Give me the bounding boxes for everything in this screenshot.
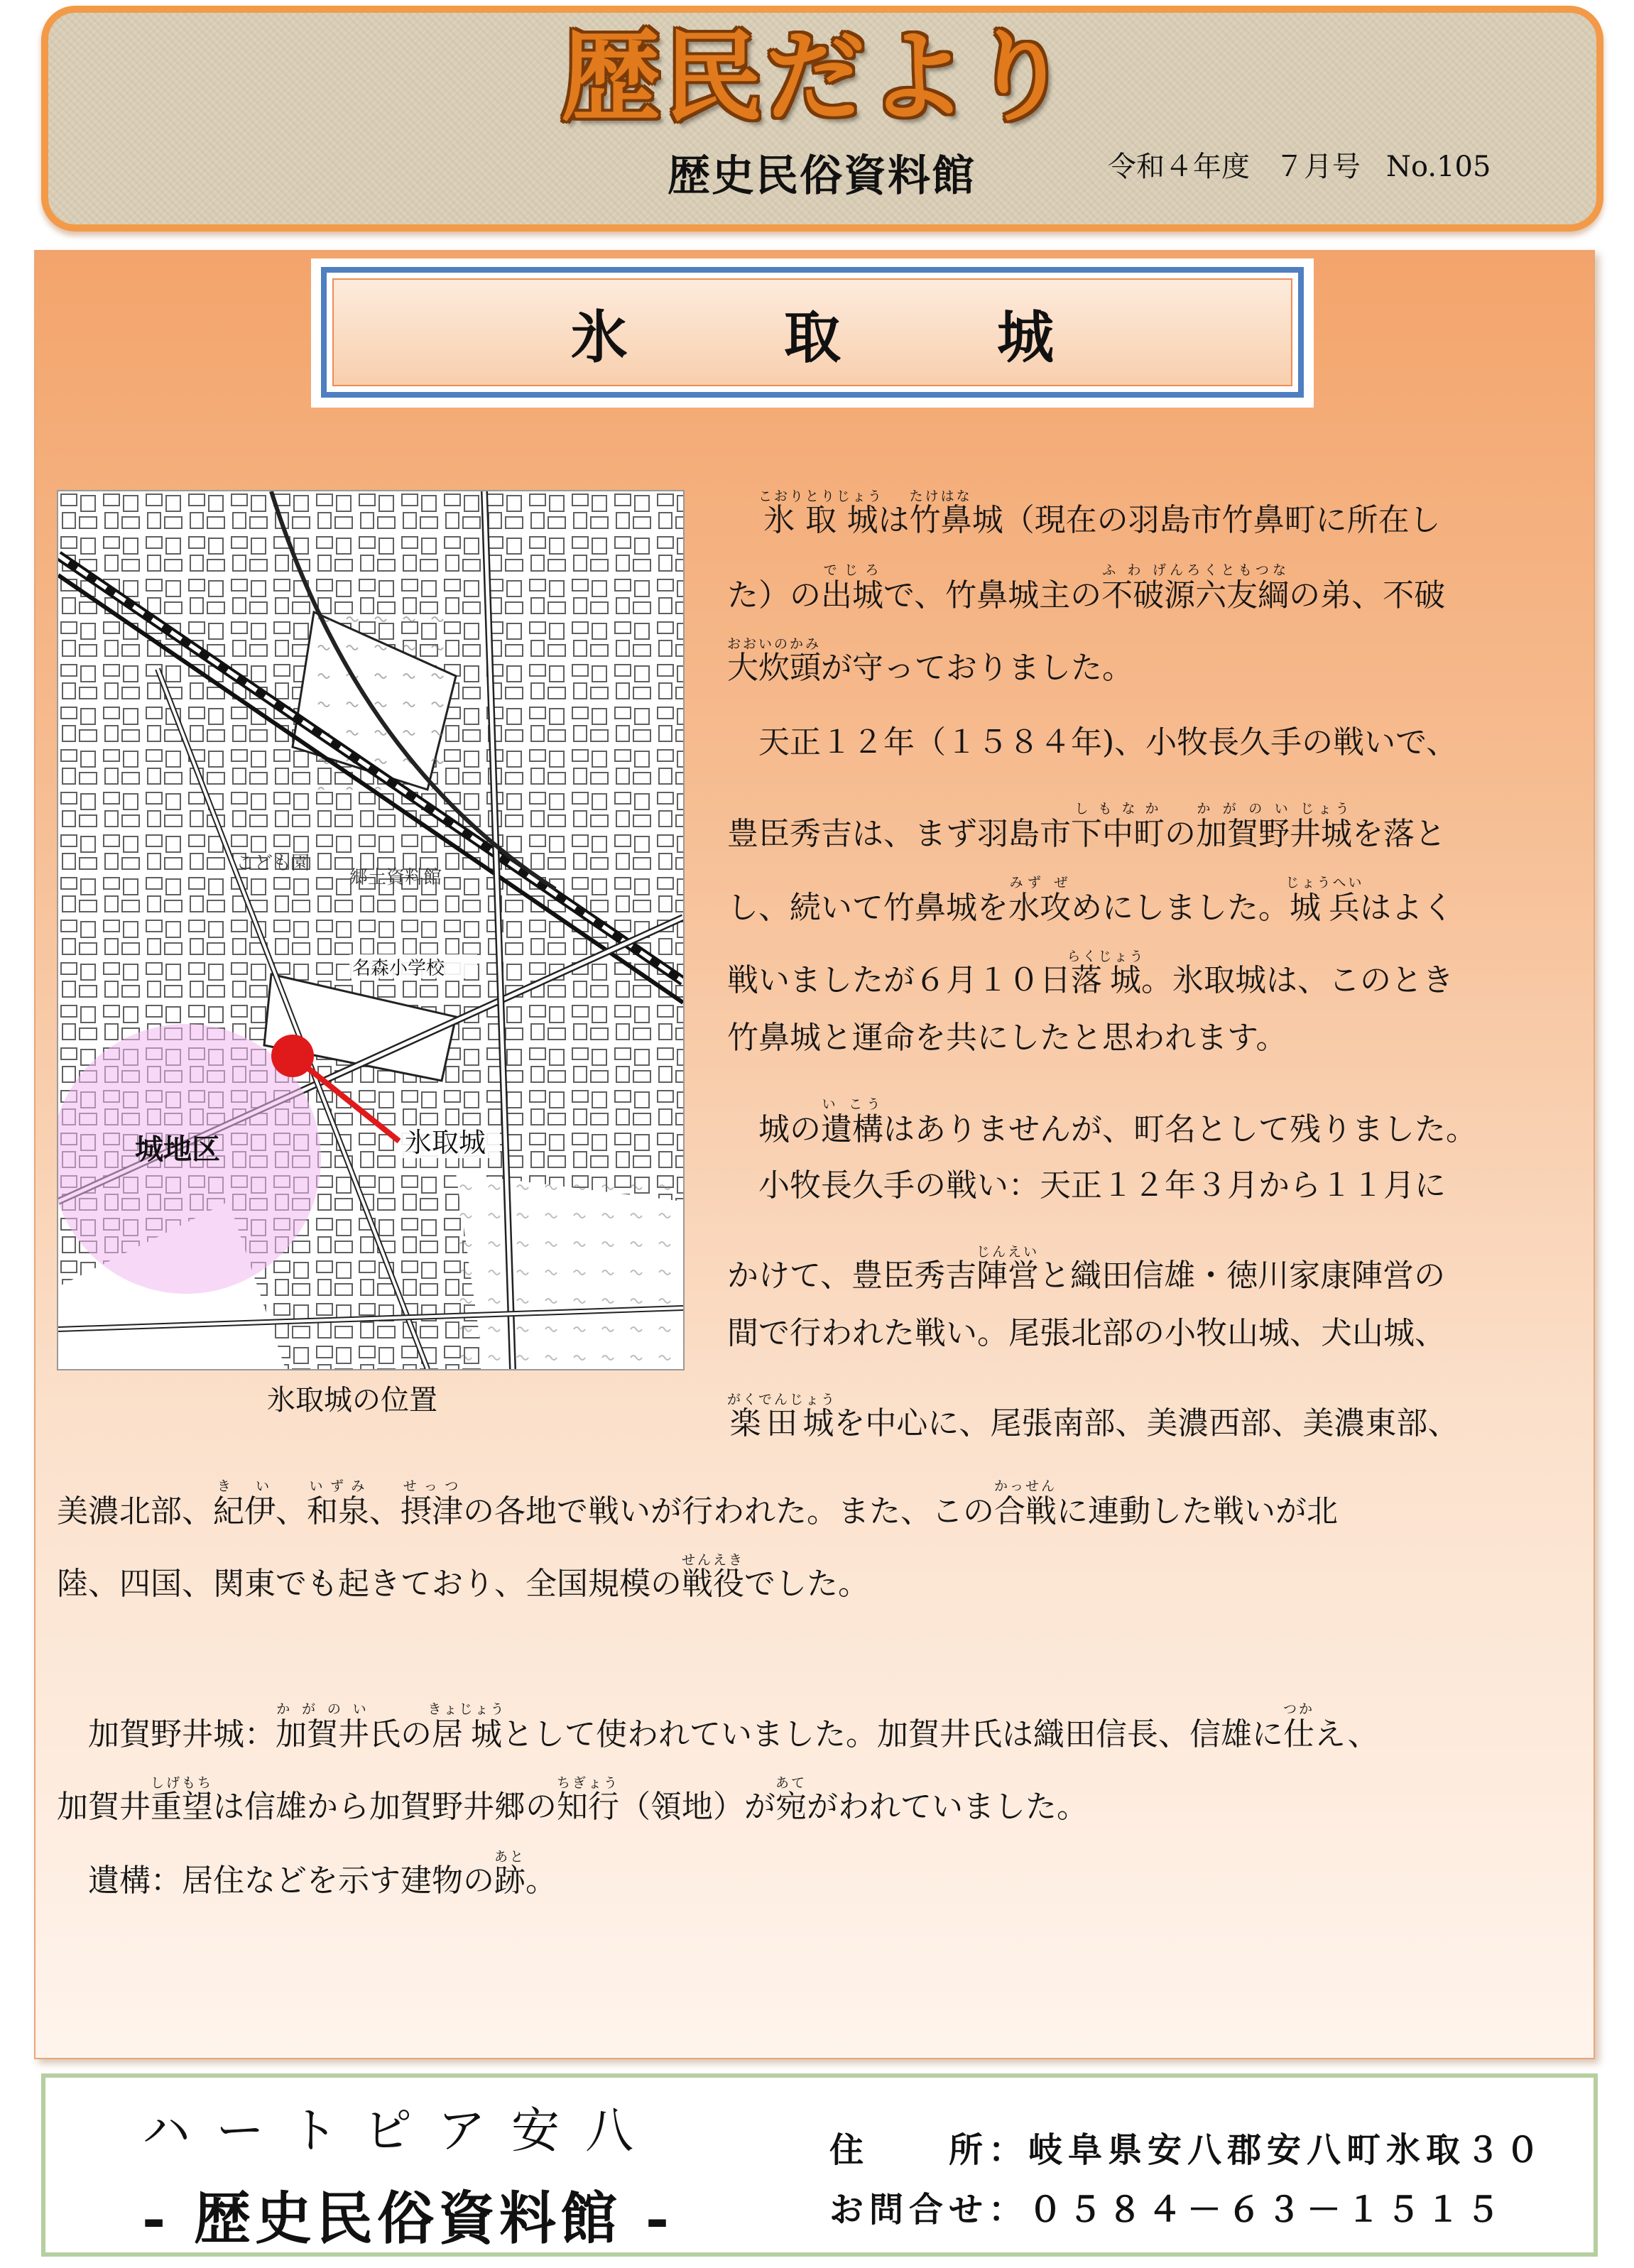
map-kids-label: こども園 xyxy=(236,853,310,874)
p1-line1: 氷取城こおりとりじょうは竹鼻たけはな城（現在の羽島市竹鼻町に所在し xyxy=(758,489,1441,538)
p5-line1: 加賀野井城：加賀井か が の い氏の居城きょじょうとして使われていました。加賀井氏は織田信長、信雄に仕つかえ、 xyxy=(88,1701,1379,1752)
p2-line2: 豊臣秀吉は、まず羽島市下中町しもなかの加賀野井城か が の い じょうを落と xyxy=(727,801,1446,852)
map-castle-label: 氷取城 xyxy=(405,1127,486,1158)
p6-line1: 遺構：居住などを示す建物の跡あと。 xyxy=(88,1849,557,1899)
p1-line2: た）の出城でじろで、竹鼻城主の不破源六友綱ふ わ げんろくともつなの弟、不破 xyxy=(727,562,1446,614)
museum-subtitle: 歴史民俗資料館 xyxy=(668,151,976,201)
phone-label: お問合せ： xyxy=(829,2190,1029,2230)
map-caption: 氷取城の位置 xyxy=(267,1384,437,1417)
footer-museum-name: - 歴史民俗資料館 - xyxy=(142,2185,674,2252)
newsletter-logo: 歴民だより xyxy=(561,20,1073,136)
issue-info xyxy=(1108,153,1491,181)
footer-phone xyxy=(829,2190,1506,2230)
article-title-box xyxy=(321,267,1304,398)
p2-line4: 戦いましたが６月１０日落城らくじょう。氷取城は、このとき xyxy=(727,949,1454,998)
map-school-label: 名森小学校 xyxy=(352,958,445,979)
map-district-label: 城地区 xyxy=(135,1133,220,1166)
p4-line4: 楽田城がくでんじょうを中心に、尾張南部、美濃西部、美濃東部、 xyxy=(727,1392,1459,1441)
p4-line3: 間で行われた戦い。尾張北部の小牧山城、犬山城、 xyxy=(727,1315,1446,1351)
location-map xyxy=(57,490,685,1370)
p4-line2: かけて、豊臣秀吉陣営じんえいと織田信雄・徳川家康陣営の xyxy=(727,1244,1446,1294)
p3-line1: 城の遺構い こうはありませんが、町名として残りました。 xyxy=(758,1096,1477,1147)
map-drawing xyxy=(58,491,683,1369)
issue-year: 令和４年度 xyxy=(1108,151,1250,183)
address-label: 住 所： xyxy=(829,2130,1029,2170)
issue-month: ７月号 xyxy=(1275,151,1361,183)
castle-marker xyxy=(271,1035,314,1077)
p4-line6: 陸、四国、関東でも起きており、全国規模の戦役せんえきでした。 xyxy=(57,1552,870,1602)
p4-line1: 小牧長久手の戦い：天正１２年３月から１１月に xyxy=(758,1167,1446,1204)
article-title: 氷 取 城 xyxy=(571,303,1104,371)
map-center-label: 郷土資料館 xyxy=(349,867,442,888)
p1-line3: 大炊頭おおいのかみが守っておりました。 xyxy=(727,636,1134,686)
p2-line1: 天正１２年（１５８４年)、小牧長久手の戦いで、 xyxy=(758,724,1458,760)
issue-number: No.105 xyxy=(1386,151,1491,183)
p4-line5: 美濃北部、紀伊き い、和泉いずみ、摂津せっつの各地で戦いが行われた。また、この合戦かっせんに連動した戦いが北 xyxy=(57,1478,1339,1530)
ruby-takehana: 竹鼻たけはな xyxy=(909,489,972,538)
address-value: 岐阜県安八郡安八町氷取３０ xyxy=(1028,2130,1546,2170)
footer-facility-name: ハートピア安八 xyxy=(142,2103,660,2159)
ruby-koori: 氷取城こおりとりじょう xyxy=(758,489,884,538)
p2-line5: 竹鼻城と運命を共にしたと思われます。 xyxy=(727,1020,1287,1056)
p2-line3: し、続いて竹鼻城を水攻みず ぜめにしました。城兵じょうへいはよく xyxy=(727,875,1454,926)
p5-line2: 加賀井重望しげもちは信雄から加賀野井郷の知行ちぎょう（領地）が宛あてがわれていました。 xyxy=(57,1775,1089,1825)
article-title-inner xyxy=(332,278,1292,386)
footer-address xyxy=(829,2130,1546,2170)
phone-number[interactable]: ０５８４－６３－１５１５ xyxy=(1028,2190,1506,2230)
